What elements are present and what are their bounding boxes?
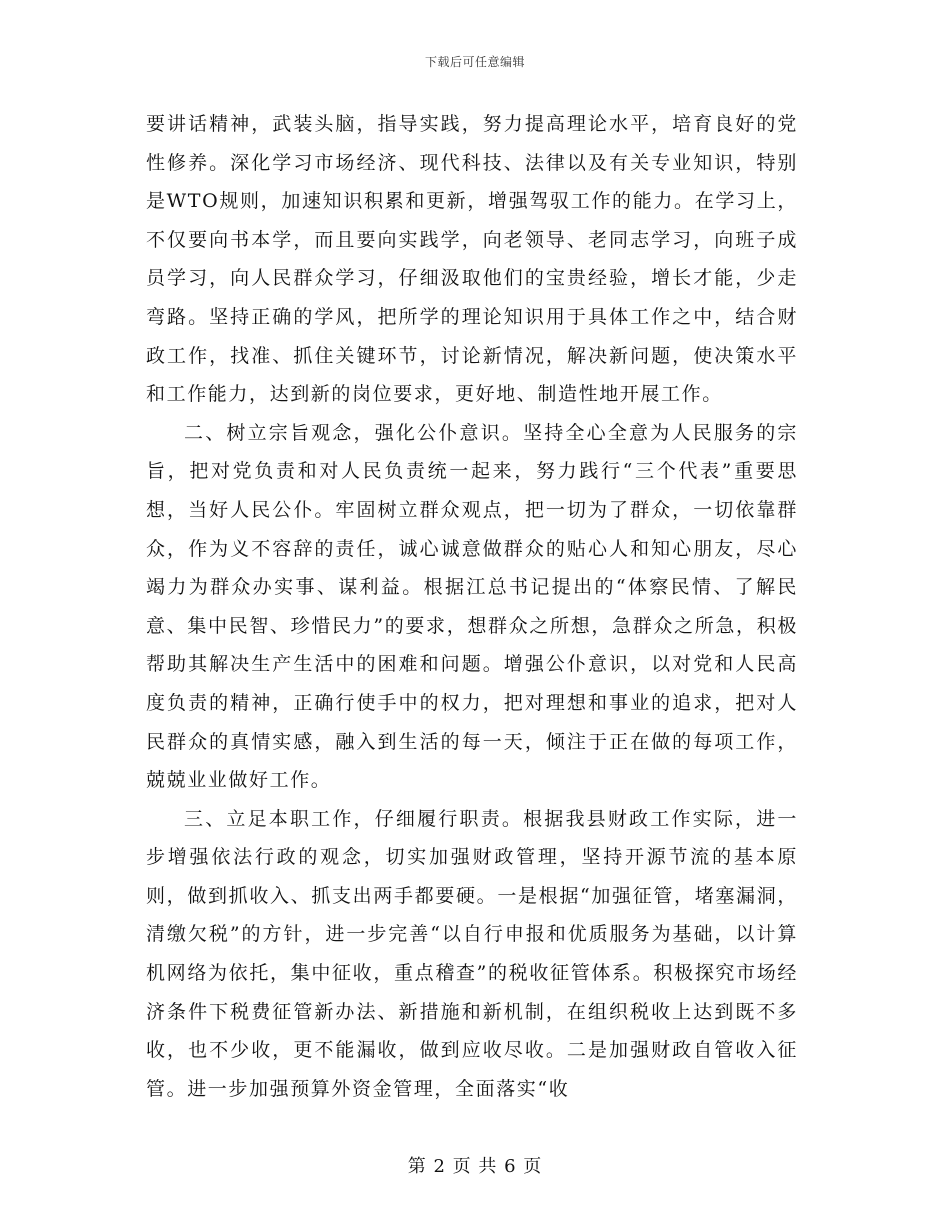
paragraph-3: 三、立足本职工作，仔细履行职责。根据我县财政工作实际，进一步增强依法行政的观念，切实加强财政管理，坚持开源节流的基本原则，做到抓收入、抓支出两手都要硬。一是根据“加强征管，堵塞漏洞，清缴欠税”的方针，进一步完善“以自行申报和优质服务为基础，以计算机网络为依托，集中征收，重点稽查”的税收征管体系。积极探究市场经济条件下税费征管新办法、新措施和新机制，在组织税收上达到既不多收，也不少收，更不能漏收，做到应收尽收。二是加强财政自管收入征管。进一步加强预算外资金管理，全面落实“收 [146,807,798,1100]
header-note: 下载后可任意编辑 [424,55,525,69]
paragraph-2: 二、树立宗旨观念，强化公仆意识。坚持全心全意为人民服务的宗旨，把对党负责和对人民负责统一起来，努力践行“三个代表”重要思想，当好人民公仆。牢固树立群众观点，把一切为了群众，一切依靠群众，作为义不容辞的责任，诚心诚意做群众的贴心人和知心朋友，尽心竭力为群众办实事、谋利益。根据江总书记提出的“体察民情、了解民意、集中民智、珍惜民力”的要求，想群众之所想，急群众之所急，积极帮助其解决生产生活中的困难和问题。增强公仆意识，以对党和人民高度负责的精神，正确行使手中的权力，把对理想和事业的追求，把对人民群众的真情实感，融入到生活的每一天，倾注于正在做的每项工作，兢兢业业做好工作。 [146,421,798,792]
page-number: 第 2 页 共 6 页 [407,1156,543,1177]
paragraph-1: 要讲话精神，武装头脑，指导实践，努力提高理论水平，培育良好的党性修养。深化学习市场经济、现代科技、法律以及有关专业知识，特别是WTO规则，加速知识积累和更新，增强驾驭工作的能力。在学习上，不仅要向书本学，而且要向实践学，向老领导、老同志学习，向班子成员学习，向人民群众学习，仔细汲取他们的宝贵经验，增长才能，少走弯路。坚持正确的学风，把所学的理论知识用于具体工作之中，结合财政工作，找准、抓住关键环节，讨论新情况，解决新问题，使决策水平和工作能力，达到新的岗位要求，更好地、制造性地开展工作。 [146,113,798,406]
document-body [146,105,798,1108]
